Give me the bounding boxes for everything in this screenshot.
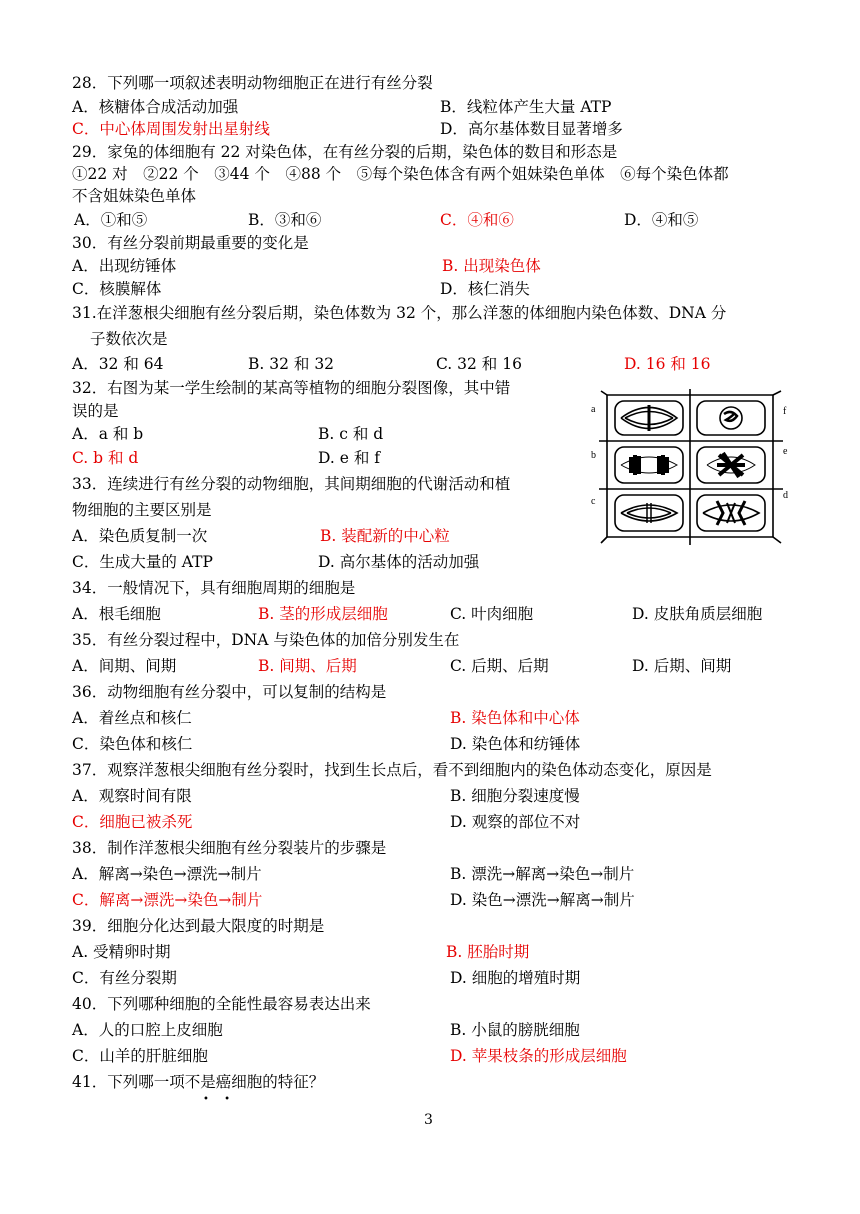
q31-stem: 31.在洋葱根尖细胞有丝分裂后期，染色体数为 32 个，那么洋葱的体细胞内染色体数、DNA 分 xyxy=(72,304,727,322)
q39-option-d: D. 细胞的增殖时期 xyxy=(450,969,581,987)
cell-division-drawing xyxy=(591,389,791,547)
q29-option-b: B．③和⑥ xyxy=(248,211,322,229)
q38-option-d: D. 染色→漂洗→解离→制片 xyxy=(450,891,635,909)
q35-option-b-answer: B. 间期、后期 xyxy=(258,657,357,675)
q33-line2: 物细胞的主要区别是 xyxy=(72,501,212,519)
q31-line2: 子数依次是 xyxy=(90,330,168,348)
q37-option-d: D. 观察的部位不对 xyxy=(450,813,581,831)
q39-stem: 39．细胞分化达到最大限度的时期是 xyxy=(72,917,325,935)
q32-stem: 32．右图为某一学生绘制的某高等植物的细胞分裂图像，其中错 xyxy=(72,379,511,397)
q32-option-b: B. c 和 d xyxy=(318,425,384,443)
q31-option-c: C. 32 和 16 xyxy=(436,355,522,373)
q32-option-c-answer: C. b 和 d xyxy=(72,449,139,467)
q33-option-d: D. 高尔基体的活动加强 xyxy=(318,553,480,571)
q34-option-d: D. 皮肤角质层细胞 xyxy=(632,605,763,623)
q40-option-c: C．山羊的肝脏细胞 xyxy=(72,1047,208,1065)
q30-option-a: A．出现纺锤体 xyxy=(72,257,177,275)
q28-stem: 28．下列哪一项叙述表明动物细胞正在进行有丝分裂 xyxy=(72,74,433,92)
q33-stem: 33．连续进行有丝分裂的动物细胞，其间期细胞的代谢活动和植 xyxy=(72,475,511,493)
figure-label-d: d xyxy=(783,490,788,501)
q30-stem: 30．有丝分裂前期最重要的变化是 xyxy=(72,234,309,252)
q36-option-b-answer: B. 染色体和中心体 xyxy=(450,709,580,727)
q29-option-d: D．④和⑤ xyxy=(624,211,699,229)
q35-option-d: D. 后期、间期 xyxy=(632,657,732,675)
q31-option-d-answer: D. 16 和 16 xyxy=(624,355,711,373)
figure-label-e: e xyxy=(783,446,788,457)
emphasis-dots: • • xyxy=(203,1094,236,1105)
q36-option-a: A．着丝点和核仁 xyxy=(72,709,192,727)
figure-label-a: a xyxy=(591,404,596,415)
q28-option-a: A．核糖体合成活动加强 xyxy=(72,98,239,116)
q28-option-c-answer: C．中心体周围发射出星射线 xyxy=(72,120,270,138)
q36-stem: 36．动物细胞有丝分裂中，可以复制的结构是 xyxy=(72,683,387,701)
q28-option-b: B．线粒体产生大量 ATP xyxy=(440,98,612,116)
q38-option-b: B. 漂洗→解离→染色→制片 xyxy=(450,865,635,883)
q34-option-c: C. 叶肉细胞 xyxy=(450,605,534,623)
figure-label-f: f xyxy=(783,406,787,417)
q39-option-b-answer: B. 胚胎时期 xyxy=(446,943,530,961)
q36-option-c: C．染色体和核仁 xyxy=(72,735,193,753)
q30-option-d: D．核仁消失 xyxy=(440,280,530,298)
q31-option-b: B. 32 和 32 xyxy=(248,355,335,373)
q39-option-a: A. 受精卵时期 xyxy=(72,943,171,961)
q29-line3: 不含姐妹染色单体 xyxy=(72,187,197,205)
q29-stem: 29．家兔的体细胞有 22 对染色体，在有丝分裂的后期，染色体的数目和形态是 xyxy=(72,143,618,161)
q35-option-c: C. 后期、后期 xyxy=(450,657,549,675)
q32-option-a: A．a 和 b xyxy=(72,425,144,443)
q39-option-c: C．有丝分裂期 xyxy=(72,969,177,987)
q38-option-a: A．解离→染色→漂洗→制片 xyxy=(72,865,262,883)
q29-option-a: A．①和⑤ xyxy=(74,211,148,229)
page-number: 3 xyxy=(424,1112,433,1128)
q28-option-d: D．高尔基体数目显著增多 xyxy=(440,120,623,138)
q34-option-b-answer: B. 茎的形成层细胞 xyxy=(258,605,388,623)
q40-stem: 40．下列哪种细胞的全能性最容易表达出来 xyxy=(72,995,371,1013)
q33-option-b-answer: B. 装配新的中心粒 xyxy=(320,527,450,545)
q37-option-b: B. 细胞分裂速度慢 xyxy=(450,787,580,805)
cell-division-figure xyxy=(591,389,791,547)
q40-option-b: B. 小鼠的膀胱细胞 xyxy=(450,1021,580,1039)
figure-label-b: b xyxy=(591,450,596,461)
q32-line2: 误的是 xyxy=(72,402,119,420)
q35-stem: 35．有丝分裂过程中，DNA 与染色体的加倍分别发生在 xyxy=(72,631,460,649)
q37-stem: 37．观察洋葱根尖细胞有丝分裂时，找到生长点后，看不到细胞内的染色体动态变化，原因是 xyxy=(72,761,712,779)
q37-option-c-answer: C．细胞已被杀死 xyxy=(72,813,193,831)
q38-stem: 38．制作洋葱根尖细胞有丝分裂装片的步骤是 xyxy=(72,839,387,857)
q34-option-a: A．根毛细胞 xyxy=(72,605,161,623)
q35-option-a: A．间期、间期 xyxy=(72,657,177,675)
q40-option-d-answer: D. 苹果枝条的形成层细胞 xyxy=(450,1047,627,1065)
q33-option-c: C．生成大量的 ATP xyxy=(72,553,213,571)
q36-option-d: D. 染色体和纺锤体 xyxy=(450,735,581,753)
q30-option-c: C．核膜解体 xyxy=(72,280,162,298)
q40-option-a: A．人的口腔上皮细胞 xyxy=(72,1021,223,1039)
q29-option-c-answer: C．④和⑥ xyxy=(440,211,514,229)
figure-label-c: c xyxy=(591,496,596,507)
q32-option-d: D. e 和 f xyxy=(318,449,380,467)
q34-stem: 34．一般情况下，具有细胞周期的细胞是 xyxy=(72,579,356,597)
q29-line2: ①22 对 ②22 个 ③44 个 ④88 个 ⑤每个染色体含有两个姐妹染色单体 ⑥每个染色体都 xyxy=(72,165,729,183)
q38-option-c-answer: C．解离→漂洗→染色→制片 xyxy=(72,891,263,909)
q41-stem: 41．下列哪一项不是癌细胞的特征？ xyxy=(72,1073,325,1091)
q37-option-a: A．观察时间有限 xyxy=(72,787,192,805)
q30-option-b-answer: B. 出现染色体 xyxy=(442,257,541,275)
q33-option-a: A．染色质复制一次 xyxy=(72,527,208,545)
q31-option-a: A．32 和 64 xyxy=(72,355,164,373)
